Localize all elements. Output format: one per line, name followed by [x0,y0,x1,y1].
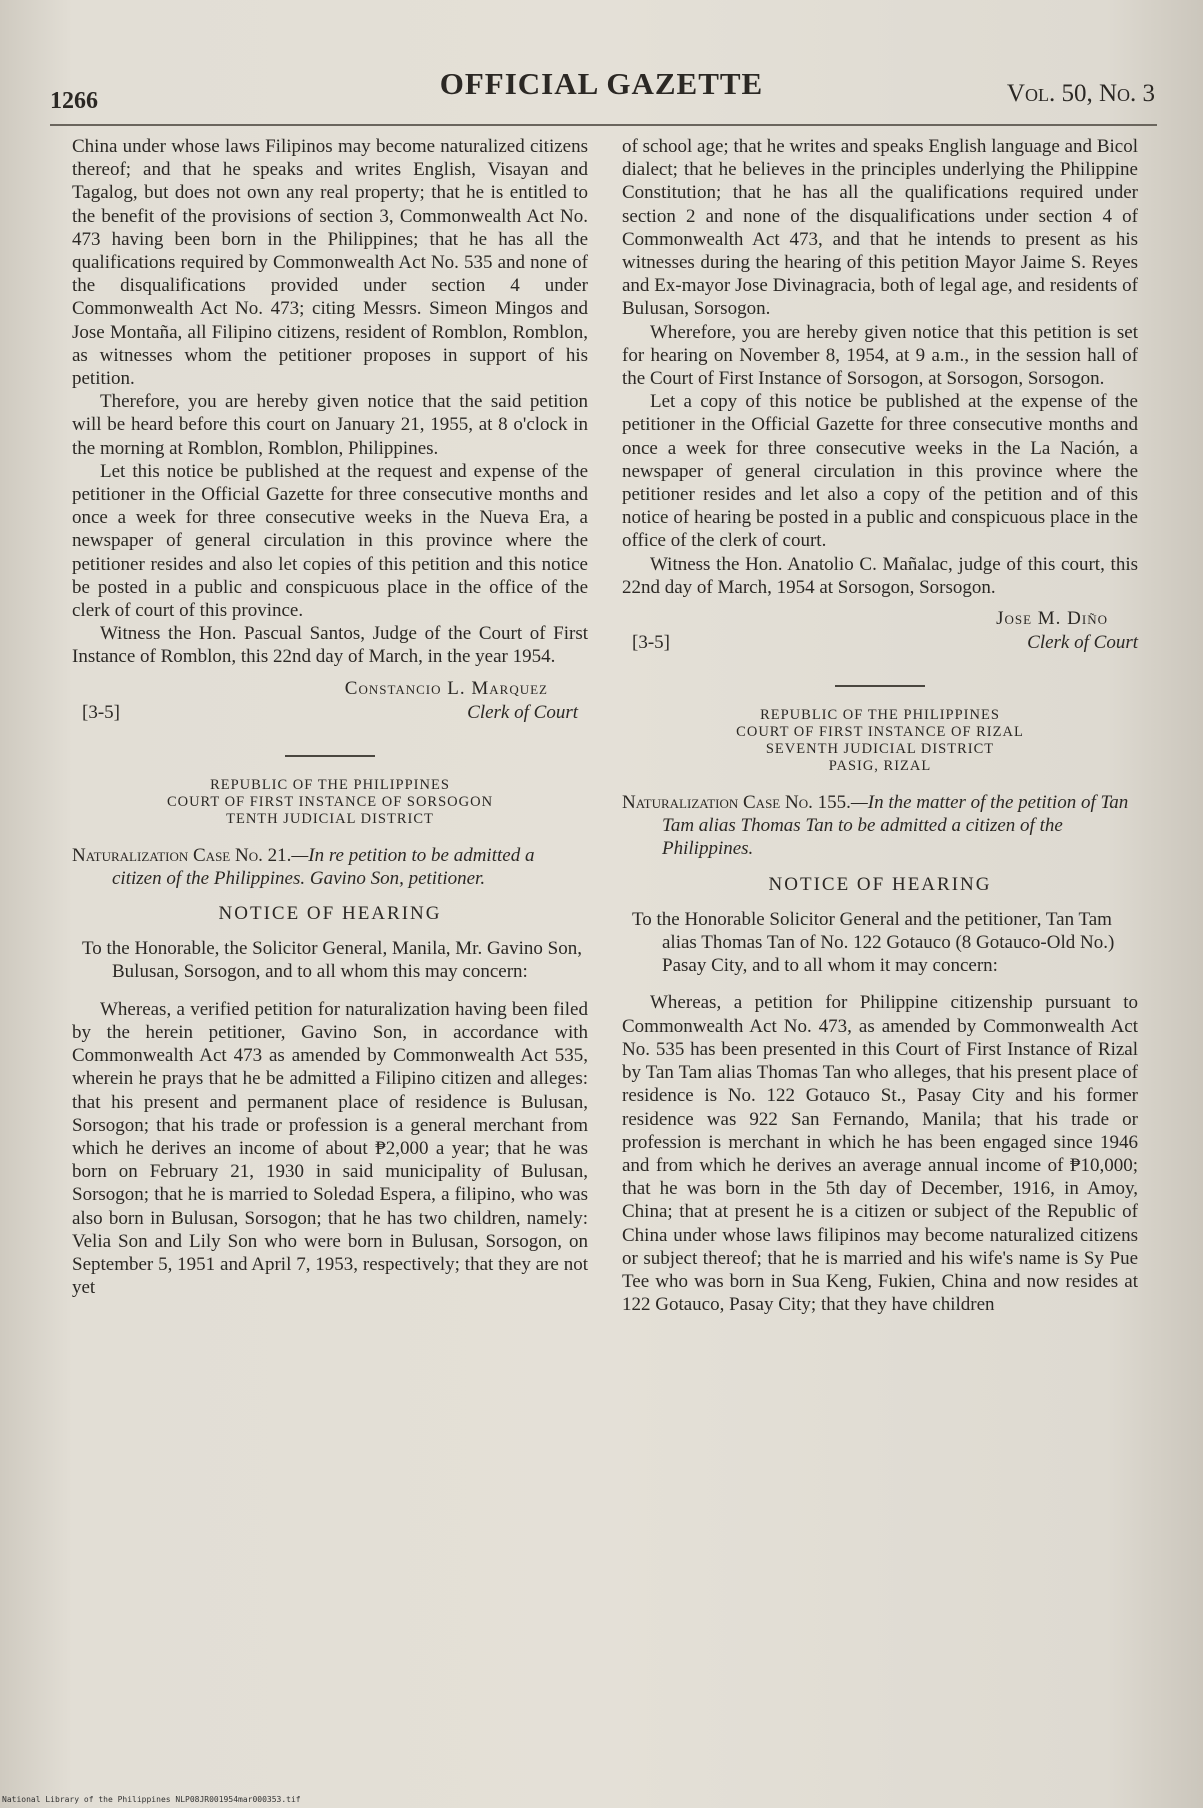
court-heading-line: REPUBLIC OF THE PHILIPPINES [760,707,1000,724]
court-heading [72,777,588,828]
addressee: To the Honorable, the Solicitor General, Manila, Mr. Gavino Son, Bulusan, Sorsogon, and to all whom this may concern: [82,938,582,983]
header-rule [50,124,1157,126]
paragraph: of school age; that he writes and speaks English language and Bicol dialect; that he believes in the principles underlying the Philippine Constitution; that he has all the qualifications required under section 2 and none of the disqualifications under section 4 of Commonwealth Act 473, and that he intends to present as his witnesses during the hearing of this petition Mayor Jaime S. Reyes and Ex-mayor Jose Divinagracia, both of legal age, and residents of Bulusan, Sorsogon. [622,136,1138,320]
clerk-title: Clerk of Court [1027,632,1138,654]
case-title [622,791,1138,861]
case-title [72,844,588,890]
volume-number: Vol. 50, No. 3 [1006,80,1155,107]
addressee: To the Honorable Solicitor General and the petitioner, Tan Tam alias Thomas Tan of No. 122 Gotauco (8 Gotauco-Old No.) Pasay City, and to all whom it may concern: [632,908,1115,977]
publication-title: OFFICIAL GAZETTE [439,66,764,101]
court-heading-line: PASIG, RIZAL [828,758,932,775]
clerk-title: Clerk of Court [467,701,578,723]
signature-block [622,607,1138,659]
paragraph: Let this notice be published at the request and expense of the petitioner in the Official Gazette for three consecutive months and once a week for three consecutive weeks in the Nueva Era, a newspaper of general circulation in this province where the petitioner resides and also let copies of this petition and this notice be posted in a public and conspicuous place in the office of the clerk of court of this province. [72,460,588,622]
section-divider [285,755,375,757]
notice-heading: NOTICE OF HEARING [218,903,442,925]
issue-reference: [3-5] [82,701,120,723]
right-column [622,135,1138,1316]
paragraph: Witness the Hon. Pascual Santos, Judge of the Court of First Instance of Romblon, this 22nd day of March, in the year 1954. [72,623,588,668]
notice-heading: NOTICE OF HEARING [768,873,992,895]
left-column [72,135,588,1299]
case-label: Naturalization Case No. 155. [622,792,851,814]
court-heading-line: SEVENTH JUDICIAL DISTRICT [765,741,995,758]
section-divider [835,685,925,687]
case-label: Naturalization Case No. 21. [72,844,292,866]
paragraph: Wherefore, you are hereby given notice that this petition is set for hearing on November 8, 1954, at 9 a.m., in the session hall of the Court of First Instance of Sorsogon, at Sorsogon, Sorsogon. [622,321,1138,390]
case-description: —In re petition to be admitted a citizen of the Philippines. Gavino Son, petitioner. [112,844,535,889]
paragraph: Let a copy of this notice be published at the expense of the petitioner in the Official Gazette for three consecutive months and once a week for three consecutive weeks in the La Nación, a newspaper of general circulation in this province where the petitioner resides and let also a copy of the petition and of this notice of hearing be posted in a public and conspicuous place in the office of the clerk of court. [622,391,1138,552]
clerk-name: Jose M. Diño [996,608,1108,630]
page-header [0,60,1203,130]
paragraph: Witness the Hon. Anatolio C. Mañalac, judge of this court, this 22nd day of March, 1954 at Sorsogon, Sorsogon. [622,553,1138,598]
paragraph: Whereas, a verified petition for naturalization having been filed by the herein petitioner, Gavino Son, in accordance with Commonwealth Act 473 as amended by Commonwealth Act 535, wherein he prays that he be admitted a Filipino citizen and alleges: that his present and permanent place of residence is Bulusan, Sorsogon; that his trade or profession is a general merchant from which he derives an income of about ₱2,000 a year; that he was born on February 21, 1930 in said municipality of Bulusan, Sorsogon; that he is married to Soledad Espera, a filipino, who was also born in Bulusan, Sorsogon; that he has two children, namely: Velia Son and Lily Son who were born in Bulusan, Sorsogon, on September 5, 1951 and April 7, 1953, respectively; that they are not yet [72,998,588,1299]
issue-reference: [3-5] [632,632,670,654]
court-heading-line: COURT OF FIRST INSTANCE OF RIZAL [736,724,1024,741]
signature-block [72,677,588,729]
court-heading [622,707,1138,775]
court-heading-line: TENTH JUDICIAL DISTRICT [226,810,434,827]
scan-footer: National Library of the Philippines NLP08JR001954mar000353.tif [2,1795,301,1804]
court-heading-line: COURT OF FIRST INSTANCE OF SORSOGON [166,793,494,810]
paragraph: China under whose laws Filipinos may become naturalized citizens thereof; and that he speaks and writes English, Visayan and Tagalog, but does not own any real property; that he is entitled to the benefit of the provisions of section 3, Commonwealth Act No. 473 having been born in the Philippines; that he has all the qualifications required by Commonwealth Act No. 535 and none of the disqualifications provided under section 4 under Commonwealth Act No. 473; citing Messrs. Simeon Mingos and Jose Montaña, all Filipino citizens, resident of Romblon, Romblon, as witnesses whom the petitioner proposes in support of his petition. [72,136,588,390]
paragraph: Whereas, a petition for Philippine citizenship pursuant to Commonwealth Act No. 473, as amended by Commonwealth Act No. 535 has been presented in this Court of First Instance of Rizal by Tan Tam alias Thomas Tan who alleges, that his present place of residence is No. 122 Gotauco St., Pasay City and his former residence was 922 San Fernando, Manila; that his trade or profession is merchant in which he has been engaged since 1946 and from which he derives an average annual income of ₱10,000; that he was born in the 5th day of December, 1916, in Amoy, China; that at present he is a citizen or subject of the Republic of China under whose laws filipinos may become naturalized citizens or subject thereof; that he is married and his wife's name is Sy Pue Tee who was born in Sua Keng, Fukien, China and now resides at 122 Gotauco, Pasay City; that they have children [622,992,1138,1316]
case-description: —In the matter of the petition of Tan Tam alias Thomas Tan to be admitted a citizen of the Philippines. [662,792,1129,860]
paragraph: Therefore, you are hereby given notice that the said petition will be heard before this court on January 21, 1955, at 8 o'clock in the morning at Romblon, Romblon, Philippines. [72,391,588,459]
page-number: 1266 [50,88,98,114]
clerk-name: Constancio L. Marquez [344,677,548,699]
court-heading-line: REPUBLIC OF THE PHILIPPINES [210,776,450,793]
